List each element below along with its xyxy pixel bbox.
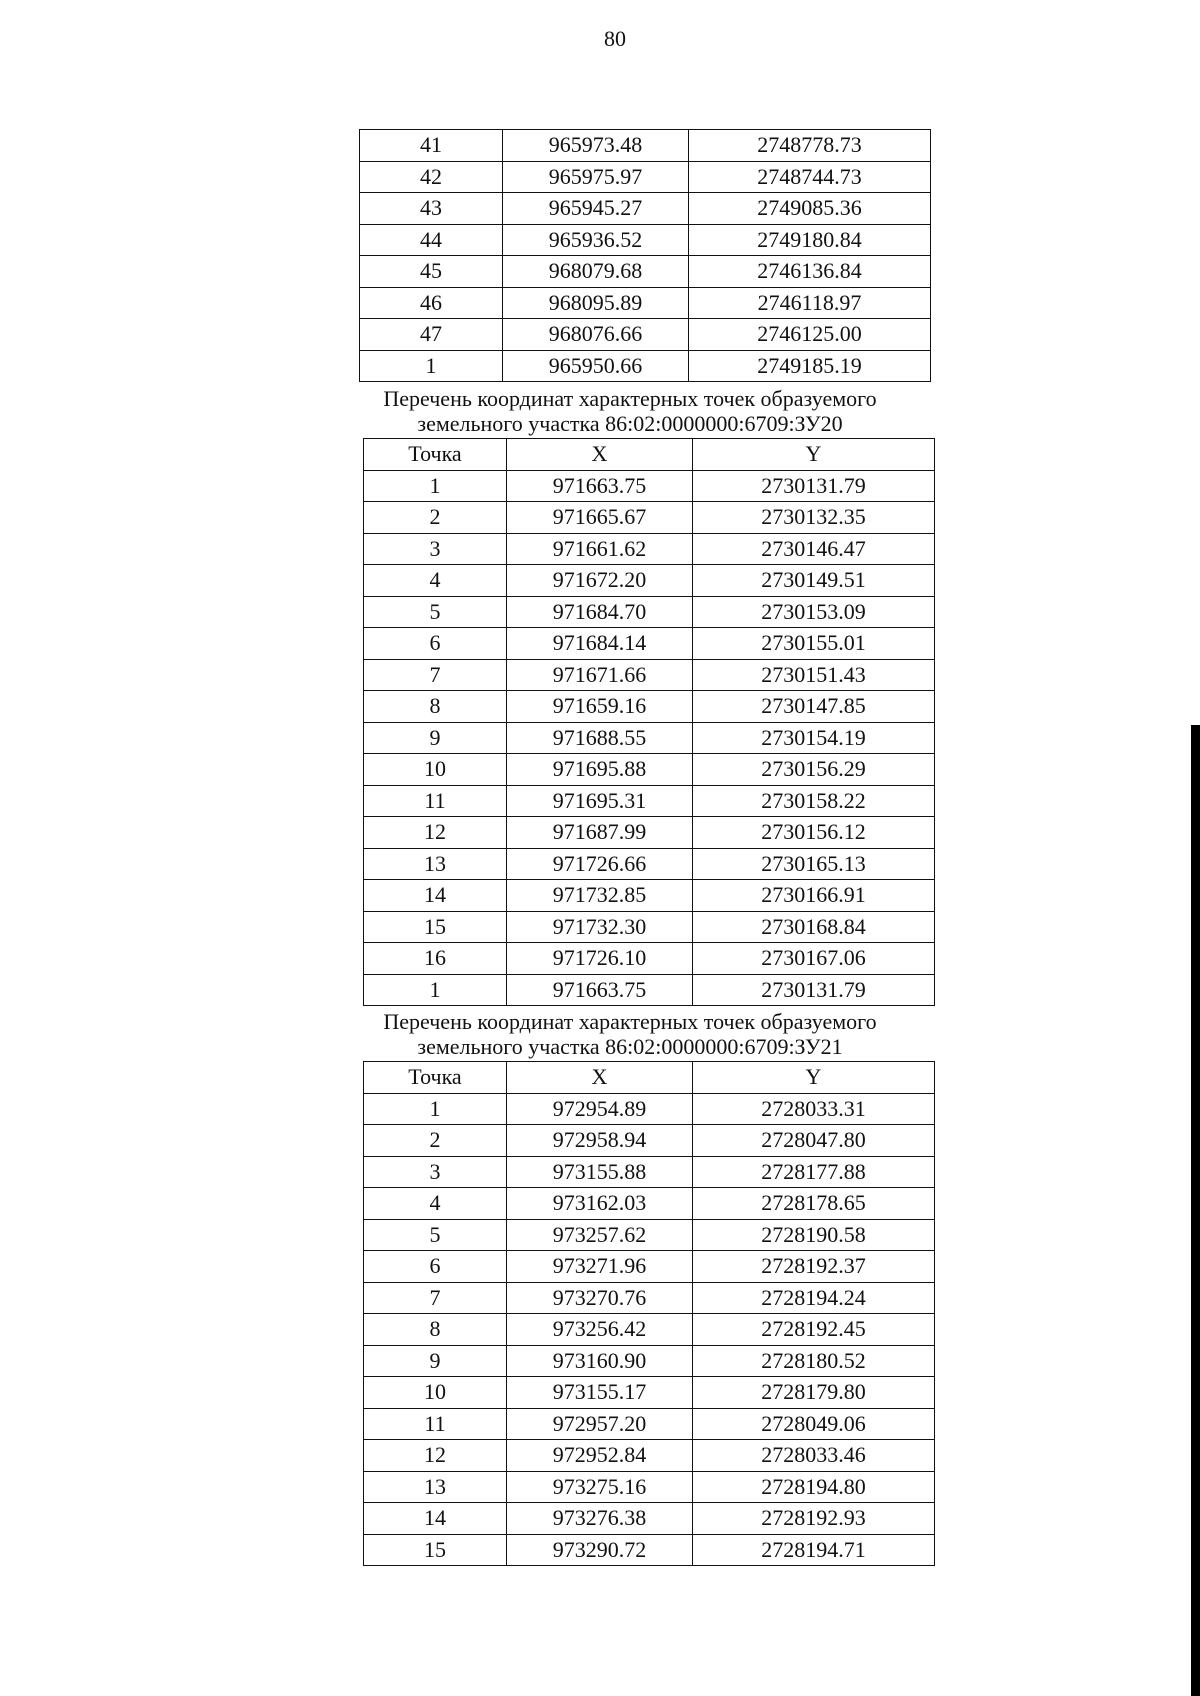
cell-y: 2749085.36: [689, 193, 931, 225]
cell-x: 971732.30: [507, 911, 693, 943]
cell-x: 971672.20: [507, 565, 693, 597]
cell-x: 973275.16: [507, 1471, 693, 1503]
cell-y: 2730155.01: [693, 628, 935, 660]
table-row: [360, 193, 931, 225]
table-row: [364, 533, 935, 565]
cell-x: 972954.89: [507, 1093, 693, 1125]
cell-point: 6: [364, 1251, 507, 1283]
cell-y: 2746118.97: [689, 287, 931, 319]
caption-zu21: [330, 1009, 930, 1059]
cell-y: 2730147.85: [693, 691, 935, 723]
table-row: [364, 1188, 935, 1220]
cell-x: 971684.70: [507, 596, 693, 628]
table-row: [364, 943, 935, 975]
table-row: [364, 911, 935, 943]
cell-point: 8: [364, 1314, 507, 1346]
cell-y: 2730166.91: [693, 880, 935, 912]
cell-y: 2748778.73: [689, 130, 931, 162]
cell-point: 9: [364, 722, 507, 754]
cell-y: 2728192.45: [693, 1314, 935, 1346]
cell-point: 14: [364, 1503, 507, 1535]
cell-point: 15: [364, 1534, 507, 1566]
caption-zu20: [330, 386, 930, 436]
table-row: [364, 502, 935, 534]
header-point: Точка: [364, 1062, 507, 1094]
cell-point: 16: [364, 943, 507, 975]
cell-y: 2730146.47: [693, 533, 935, 565]
coordinates-table-continuation: [359, 129, 931, 382]
cell-point: 2: [364, 1125, 507, 1157]
cell-y: 2728194.24: [693, 1282, 935, 1314]
table-row: [364, 754, 935, 786]
page-number: 80: [604, 26, 626, 51]
cell-x: 972958.94: [507, 1125, 693, 1157]
cell-x: 973276.38: [507, 1503, 693, 1535]
table-row: [364, 1377, 935, 1409]
caption-zu20-line1: Перечень координат характерных точек образуемого: [383, 386, 877, 411]
cell-point: 14: [364, 880, 507, 912]
table-row: [364, 691, 935, 723]
cell-y: 2730165.13: [693, 848, 935, 880]
cell-y: 2749180.84: [689, 224, 931, 256]
cell-point: 43: [360, 193, 503, 225]
cell-x: 973290.72: [507, 1534, 693, 1566]
cell-y: 2730168.84: [693, 911, 935, 943]
cell-point: 5: [364, 1219, 507, 1251]
cell-y: 2730154.19: [693, 722, 935, 754]
table-row: [364, 659, 935, 691]
table-row: [364, 1408, 935, 1440]
cell-x: 965975.97: [503, 161, 689, 193]
cell-y: 2728180.52: [693, 1345, 935, 1377]
cell-point: 1: [364, 470, 507, 502]
cell-point: 47: [360, 319, 503, 351]
header-point: Точка: [364, 439, 507, 471]
table-row: [360, 287, 931, 319]
table-row: [364, 974, 935, 1006]
cell-y: 2728033.31: [693, 1093, 935, 1125]
cell-y: 2730167.06: [693, 943, 935, 975]
cell-y: 2749185.19: [689, 350, 931, 382]
table-row: [364, 1125, 935, 1157]
cell-point: 7: [364, 659, 507, 691]
table-row: [360, 350, 931, 382]
cell-x: 965973.48: [503, 130, 689, 162]
cell-y: 2730149.51: [693, 565, 935, 597]
cell-point: 9: [364, 1345, 507, 1377]
table-row: [364, 1282, 935, 1314]
cell-y: 2728179.80: [693, 1377, 935, 1409]
table-row: [364, 785, 935, 817]
cell-y: 2746136.84: [689, 256, 931, 288]
table-row: [360, 130, 931, 162]
cell-y: 2728190.58: [693, 1219, 935, 1251]
cell-x: 973271.96: [507, 1251, 693, 1283]
cell-y: 2728047.80: [693, 1125, 935, 1157]
cell-point: 11: [364, 785, 507, 817]
cell-point: 44: [360, 224, 503, 256]
table-row: [364, 1471, 935, 1503]
cell-point: 3: [364, 1156, 507, 1188]
cell-point: 3: [364, 533, 507, 565]
table-row: [360, 161, 931, 193]
cell-x: 968095.89: [503, 287, 689, 319]
cell-x: 973155.88: [507, 1156, 693, 1188]
cell-x: 971695.88: [507, 754, 693, 786]
cell-y: 2728178.65: [693, 1188, 935, 1220]
table-row: [364, 880, 935, 912]
cell-point: 1: [360, 350, 503, 382]
table-row: [364, 1251, 935, 1283]
cell-point: 2: [364, 502, 507, 534]
cell-point: 8: [364, 691, 507, 723]
cell-point: 4: [364, 565, 507, 597]
cell-x: 971726.66: [507, 848, 693, 880]
coordinates-table-zu21: [363, 1061, 935, 1566]
cell-point: 15: [364, 911, 507, 943]
cell-point: 4: [364, 1188, 507, 1220]
cell-x: 971661.62: [507, 533, 693, 565]
table-row: [364, 1314, 935, 1346]
table-row: [360, 224, 931, 256]
cell-y: 2728192.93: [693, 1503, 935, 1535]
cell-x: 968079.68: [503, 256, 689, 288]
table-row: [364, 817, 935, 849]
cell-point: 46: [360, 287, 503, 319]
cell-x: 971663.75: [507, 974, 693, 1006]
cell-x: 971684.14: [507, 628, 693, 660]
cell-point: 1: [364, 974, 507, 1006]
table-row: [364, 470, 935, 502]
cell-y: 2730156.12: [693, 817, 935, 849]
cell-x: 973257.62: [507, 1219, 693, 1251]
cell-x: 973256.42: [507, 1314, 693, 1346]
header-y: Y: [693, 439, 935, 471]
cell-y: 2730153.09: [693, 596, 935, 628]
header-y: Y: [693, 1062, 935, 1094]
table-header-row: [364, 439, 935, 471]
caption-zu21-line1: Перечень координат характерных точек образуемого: [383, 1009, 877, 1034]
cell-x: 973155.17: [507, 1377, 693, 1409]
table-row: [360, 319, 931, 351]
cell-x: 965950.66: [503, 350, 689, 382]
cell-y: 2730132.35: [693, 502, 935, 534]
cell-point: 41: [360, 130, 503, 162]
cell-y: 2728194.71: [693, 1534, 935, 1566]
cell-x: 973162.03: [507, 1188, 693, 1220]
table-row: [364, 1219, 935, 1251]
table-row: [364, 848, 935, 880]
cell-x: 971659.16: [507, 691, 693, 723]
cell-x: 973270.76: [507, 1282, 693, 1314]
cell-x: 971665.67: [507, 502, 693, 534]
cell-point: 5: [364, 596, 507, 628]
header-x: X: [507, 1062, 693, 1094]
cell-y: 2728177.88: [693, 1156, 935, 1188]
cell-x: 972957.20: [507, 1408, 693, 1440]
cell-point: 1: [364, 1093, 507, 1125]
header-x: X: [507, 439, 693, 471]
cell-y: 2728192.37: [693, 1251, 935, 1283]
cell-x: 971663.75: [507, 470, 693, 502]
table-row: [364, 1503, 935, 1535]
cell-point: 13: [364, 848, 507, 880]
table-row: [364, 1156, 935, 1188]
cell-point: 10: [364, 754, 507, 786]
table-row: [364, 722, 935, 754]
cell-point: 42: [360, 161, 503, 193]
table-row: [364, 1345, 935, 1377]
cell-x: 971671.66: [507, 659, 693, 691]
cell-point: 7: [364, 1282, 507, 1314]
table-row: [364, 1093, 935, 1125]
cell-y: 2728194.80: [693, 1471, 935, 1503]
cell-y: 2730131.79: [693, 470, 935, 502]
cell-point: 45: [360, 256, 503, 288]
cell-x: 971695.31: [507, 785, 693, 817]
cell-x: 971726.10: [507, 943, 693, 975]
caption-zu20-line2: земельного участка 86:02:0000000:6709:ЗУ20: [417, 411, 843, 436]
cell-point: 12: [364, 817, 507, 849]
coordinates-table-zu20: [363, 438, 935, 1006]
cell-x: 965945.27: [503, 193, 689, 225]
table-row: [364, 628, 935, 660]
cell-x: 972952.84: [507, 1440, 693, 1472]
cell-point: 11: [364, 1408, 507, 1440]
cell-y: 2748744.73: [689, 161, 931, 193]
cell-point: 12: [364, 1440, 507, 1472]
cell-point: 13: [364, 1471, 507, 1503]
cell-y: 2730158.22: [693, 785, 935, 817]
cell-y: 2730156.29: [693, 754, 935, 786]
table-row: [360, 256, 931, 288]
table-row: [364, 596, 935, 628]
cell-y: 2728049.06: [693, 1408, 935, 1440]
cell-x: 971687.99: [507, 817, 693, 849]
cell-point: 10: [364, 1377, 507, 1409]
cell-x: 968076.66: [503, 319, 689, 351]
cell-y: 2730151.43: [693, 659, 935, 691]
cell-point: 6: [364, 628, 507, 660]
cell-x: 973160.90: [507, 1345, 693, 1377]
cell-x: 971732.85: [507, 880, 693, 912]
cell-x: 971688.55: [507, 722, 693, 754]
table-row: [364, 1534, 935, 1566]
table-header-row: [364, 1062, 935, 1094]
scan-edge-bar: [1191, 725, 1200, 1696]
caption-zu21-line2: земельного участка 86:02:0000000:6709:ЗУ21: [417, 1034, 843, 1059]
table-row: [364, 565, 935, 597]
cell-y: 2728033.46: [693, 1440, 935, 1472]
cell-y: 2730131.79: [693, 974, 935, 1006]
cell-y: 2746125.00: [689, 319, 931, 351]
table-row: [364, 1440, 935, 1472]
cell-x: 965936.52: [503, 224, 689, 256]
